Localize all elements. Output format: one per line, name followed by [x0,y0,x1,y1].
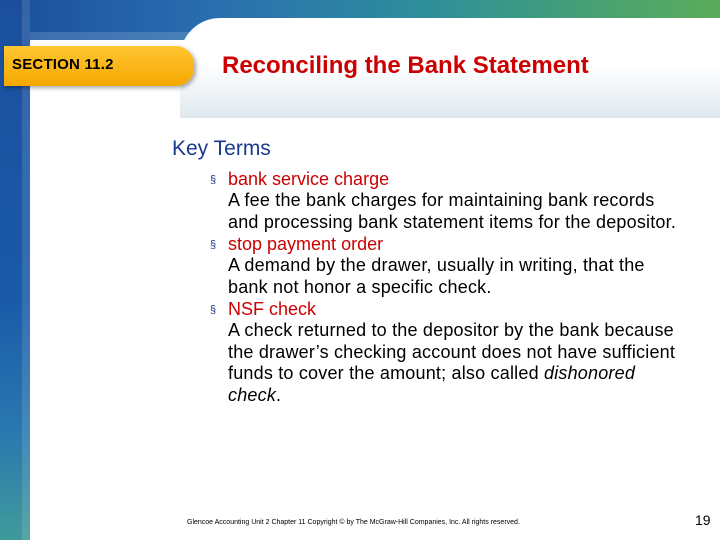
term-name: stop payment order [228,234,384,254]
term-definition [228,320,680,406]
definition-text: A check returned to the depositor by the bank because the drawer’s checking account does not have sufficient funds to cover the amount; also called [228,320,676,383]
key-terms-list [210,168,680,406]
term-name: bank service charge [228,169,390,189]
square-bullet-icon: § [210,239,217,251]
term-definition: A demand by the drawer, usually in writing, that the bank not honor a specific check. [228,255,645,297]
page-number: 19 [695,512,711,528]
list-item [210,168,680,233]
term-definition: A fee the bank charges for maintaining bank records and processing bank statement items for the depositor. [228,190,677,232]
key-terms-heading: Key Terms [172,137,271,160]
list-item [210,298,680,406]
copyright-footer: Glencoe Accounting Unit 2 Chapter 11 Copyright © by The McGraw-Hill Companies, Inc. All rights reserved. [187,519,520,526]
term-name: NSF check [228,299,317,319]
section-label: SECTION 11.2 [12,56,114,73]
square-bullet-icon: § [210,304,217,316]
list-item [210,233,680,298]
section-tab [4,46,194,86]
definition-end: . [276,384,282,405]
square-bullet-icon: § [210,174,217,186]
definition-italic-term: dishonored check [228,363,636,405]
slide-title: Reconciling the Bank Statement [222,52,589,79]
